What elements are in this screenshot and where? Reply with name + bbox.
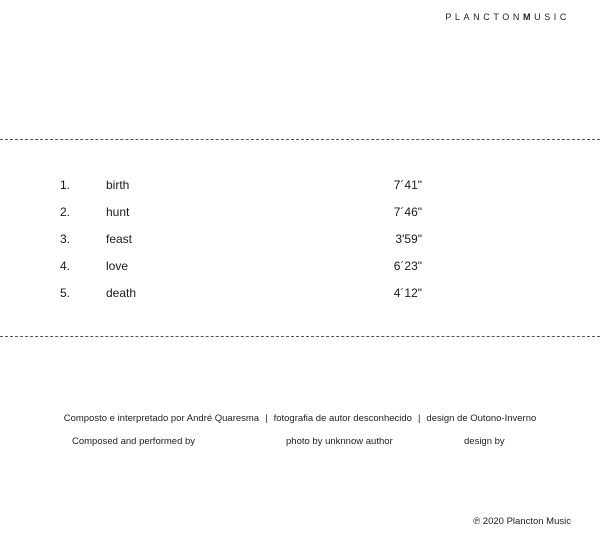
credits-portuguese — [0, 413, 600, 424]
credit-design-pt: design de Outono-Inverno — [426, 413, 537, 424]
track-duration: 7´46" — [393, 205, 422, 219]
track-title: death — [106, 286, 137, 300]
track-number: 4. — [59, 259, 70, 273]
credit-separator: | — [417, 413, 421, 424]
track-title: birth — [106, 178, 130, 192]
logo-text-part1: PLANCTON — [445, 12, 523, 22]
credit-design-en: design by — [464, 436, 505, 447]
credit-composed-pt: Composto e interpretado por André Quaresma — [63, 413, 260, 424]
track-title: feast — [106, 232, 133, 246]
copyright-notice: ℗ 2020 Plancton Music — [473, 516, 571, 527]
track-number: 5. — [59, 286, 70, 300]
track-row — [0, 178, 600, 198]
track-row — [0, 286, 600, 306]
track-number: 3. — [59, 232, 70, 246]
track-duration: 6´23" — [393, 259, 422, 273]
credit-photo-en: photo by unknnow author — [286, 436, 393, 447]
credit-photo-pt: fotografia de autor desconhecido — [273, 413, 412, 424]
track-title: love — [106, 259, 129, 273]
plancton-music-logo — [445, 12, 570, 22]
track-row — [0, 259, 600, 279]
logo-text-part2: M — [522, 12, 535, 22]
credits-english — [0, 436, 600, 450]
bottom-dashed-divider — [0, 336, 600, 337]
logo-text-part3: USIC — [534, 12, 570, 22]
track-row — [0, 232, 600, 252]
track-duration: 3'59" — [395, 232, 422, 246]
track-duration: 4´12" — [393, 286, 422, 300]
track-title: hunt — [106, 205, 130, 219]
credit-composed-en: Composed and performed by — [72, 436, 196, 447]
track-number: 2. — [59, 205, 70, 219]
track-number: 1. — [59, 178, 70, 192]
top-dashed-divider — [0, 139, 600, 140]
track-row — [0, 205, 600, 225]
track-duration: 7´41" — [393, 178, 422, 192]
credit-separator: | — [265, 413, 268, 424]
